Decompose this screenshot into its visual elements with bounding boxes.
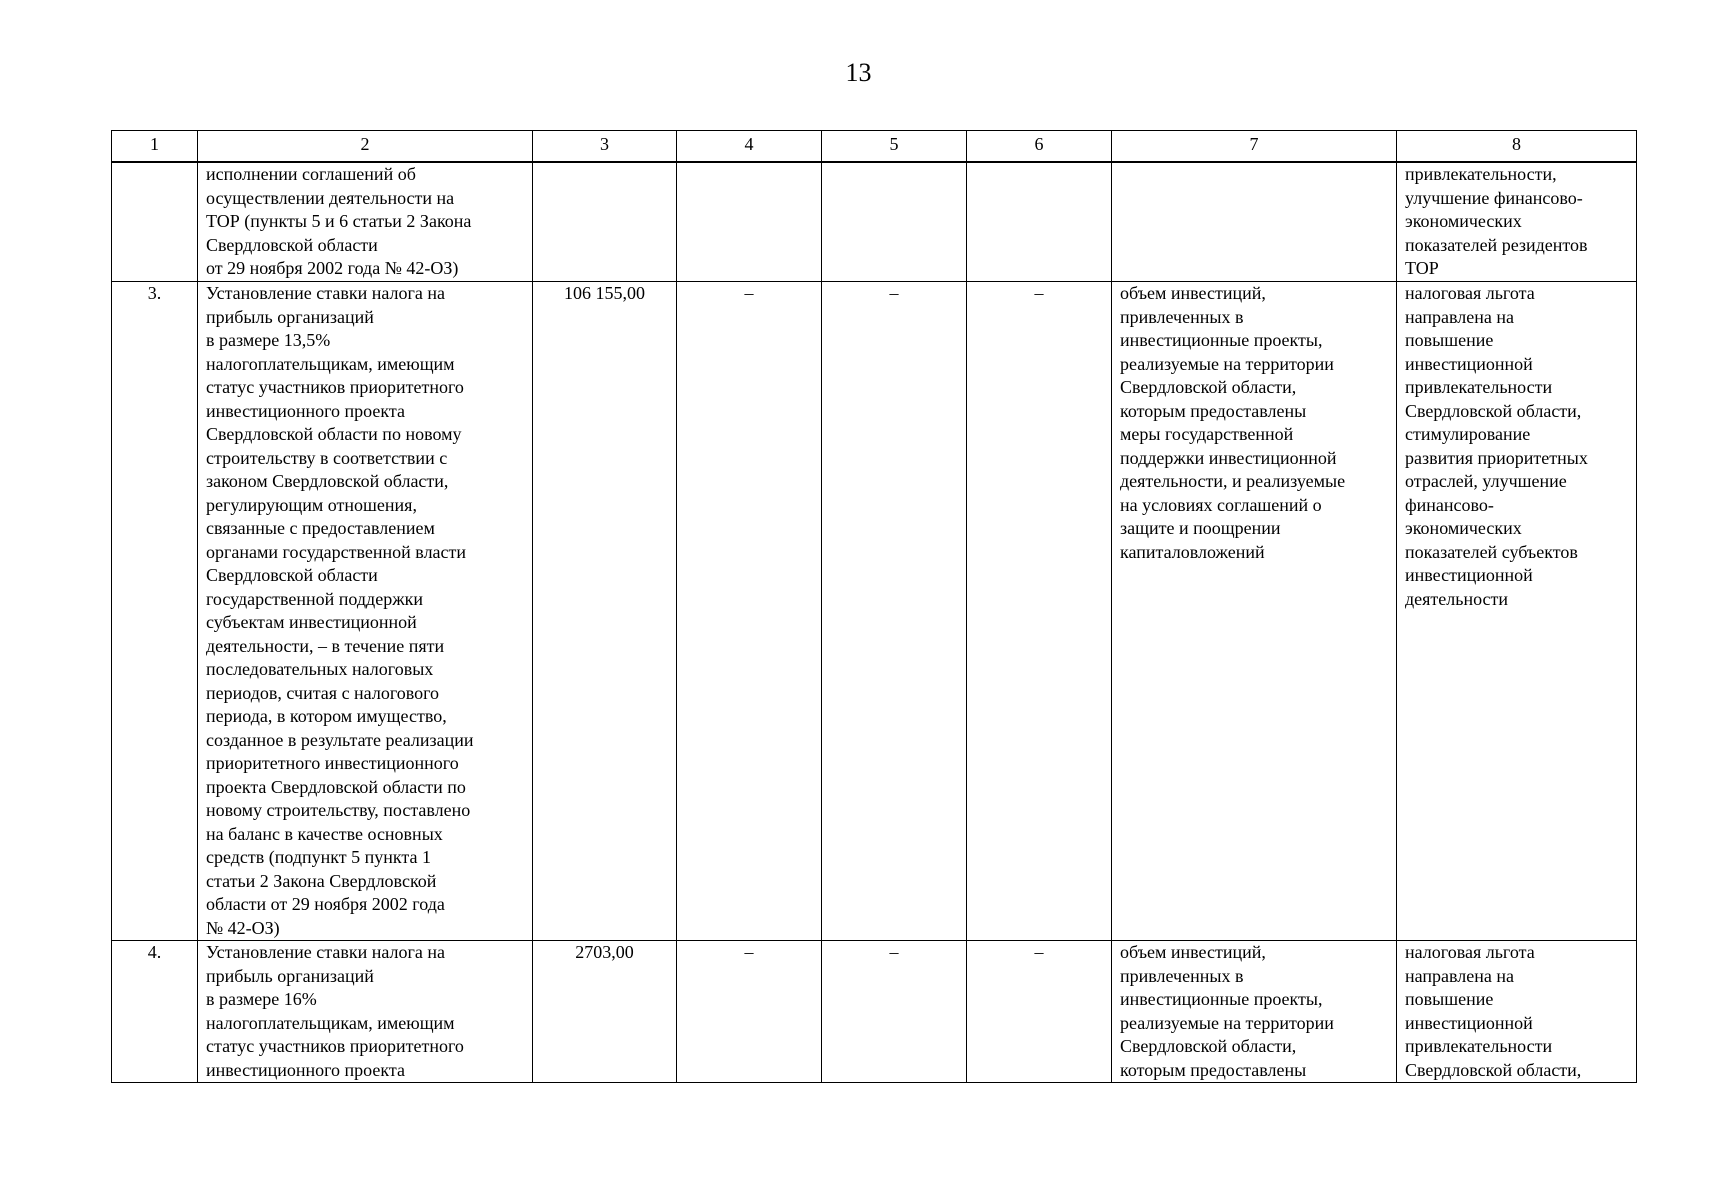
column-5-cell: [822, 162, 967, 282]
description-line: прибыль организаций: [206, 306, 374, 327]
indicator-line: привлеченных в: [1120, 965, 1244, 986]
amount-cell: 106 155,00: [533, 282, 677, 941]
description-line: № 42-ОЗ): [206, 917, 280, 938]
description-line: Установление ставки налога на: [206, 283, 445, 303]
column-5-cell: –: [822, 941, 967, 1083]
goal-line: Свердловской области,: [1405, 400, 1582, 421]
description-line: Свердловской области: [206, 234, 378, 255]
description-line: Свердловской области: [206, 565, 378, 585]
column-5-cell: –: [822, 282, 967, 941]
indicator-line: меры государственной: [1120, 424, 1294, 444]
goal-line: повышение: [1405, 330, 1494, 350]
description-line: области от 29 ноября 2002 года: [206, 894, 445, 914]
column-header-5: 5: [822, 131, 967, 163]
indicator-line: деятельности, и реализуемые: [1120, 471, 1346, 491]
description-line: статус участников приоритетного: [206, 377, 464, 397]
description-line: государственной поддержки: [206, 588, 424, 609]
indicator-cell: [1112, 941, 1397, 1083]
goal-line: отраслей, улучшение: [1405, 471, 1567, 491]
goal-cell: [1397, 162, 1637, 282]
indicator-line: поддержки инвестиционной: [1120, 447, 1337, 468]
indicator-line: Свердловской области,: [1120, 1036, 1297, 1056]
indicator-line: инвестиционные проекты,: [1120, 330, 1323, 350]
description-line: прибыль организаций: [206, 965, 374, 986]
goal-cell: [1397, 282, 1637, 941]
description-line: статьи 2 Закона Свердловской: [206, 870, 437, 891]
description-line: средств (подпункт 5 пункта 1: [206, 847, 432, 867]
column-6-cell: –: [967, 941, 1112, 1083]
column-header-8: 8: [1397, 131, 1637, 163]
description-line: последовательных налоговых: [206, 659, 434, 679]
row-number-cell: 4.: [112, 941, 198, 1083]
goal-line: финансово-: [1405, 494, 1494, 515]
goal-line: деятельности: [1405, 588, 1509, 609]
column-4-cell: –: [677, 941, 822, 1083]
description-line: органами государственной власти: [206, 541, 467, 562]
goal-line: налоговая льгота: [1405, 942, 1535, 962]
indicator-line: реализуемые на территории: [1120, 1012, 1334, 1033]
description-line: приоритетного инвестиционного: [206, 753, 459, 773]
description-line: созданное в результате реализации: [206, 729, 474, 750]
goal-line: показателей резидентов: [1405, 234, 1588, 255]
indicator-line: которым предоставлены: [1120, 400, 1307, 421]
description-line: налогоплательщикам, имеющим: [206, 353, 455, 374]
description-line: осуществлении деятельности на: [206, 187, 455, 208]
column-6-cell: –: [967, 282, 1112, 941]
column-4-cell: –: [677, 282, 822, 941]
benefit-description-cell: [198, 941, 533, 1083]
table-row: [112, 941, 1637, 1083]
indicator-line: реализуемые на территории: [1120, 353, 1334, 374]
goal-line: инвестиционной: [1405, 565, 1533, 585]
goal-cell: [1397, 941, 1637, 1083]
table-row: [112, 162, 1637, 282]
table-row: [112, 282, 1637, 941]
goal-line: направлена на: [1405, 306, 1514, 327]
goal-line: привлекательности: [1405, 377, 1553, 397]
goal-line: повышение: [1405, 989, 1494, 1009]
indicator-cell: [1112, 162, 1397, 282]
indicator-line: капиталовложений: [1120, 541, 1265, 562]
column-header-1: 1: [112, 131, 198, 163]
benefit-description-cell: [198, 282, 533, 941]
column-header-2: 2: [198, 131, 533, 163]
description-line: законом Свердловской области,: [206, 471, 449, 491]
description-line: связанные с предоставлением: [206, 518, 435, 538]
indicator-line: привлеченных в: [1120, 306, 1244, 327]
column-header-3: 3: [533, 131, 677, 163]
goal-line: налоговая льгота: [1405, 283, 1535, 303]
goal-line: ТОР: [1405, 258, 1439, 278]
goal-line: экономических: [1405, 211, 1522, 231]
description-line: периода, в котором имущество,: [206, 706, 447, 726]
description-line: статус участников приоритетного: [206, 1036, 464, 1056]
description-line: от 29 ноября 2002 года № 42-ОЗ): [206, 258, 459, 278]
amount-cell: 2703,00: [533, 941, 677, 1083]
indicator-line: на условиях соглашений о: [1120, 494, 1322, 515]
indicator-line: объем инвестиций,: [1120, 942, 1266, 962]
goal-line: стимулирование: [1405, 424, 1531, 444]
column-4-cell: [677, 162, 822, 282]
goal-line: инвестиционной: [1405, 353, 1533, 374]
description-line: проекта Свердловской области по: [206, 776, 466, 797]
page-number: 13: [845, 58, 872, 87]
benefit-description-cell: [198, 162, 533, 282]
row-number-cell: [112, 162, 198, 282]
goal-line: Свердловской области,: [1405, 1059, 1582, 1080]
indicator-line: Свердловской области,: [1120, 377, 1297, 397]
description-line: периодов, считая с налогового: [206, 682, 440, 703]
column-header-7: 7: [1112, 131, 1397, 163]
description-line: налогоплательщикам, имеющим: [206, 1012, 455, 1033]
goal-line: привлекательности: [1405, 1036, 1553, 1056]
column-6-cell: [967, 162, 1112, 282]
description-line: ТОР (пункты 5 и 6 статьи 2 Закона: [206, 211, 472, 231]
table-header-row: [112, 131, 1637, 163]
indicator-line: которым предоставлены: [1120, 1059, 1307, 1080]
goal-line: показателей субъектов: [1405, 541, 1578, 562]
indicator-line: защите и поощрении: [1120, 518, 1281, 538]
description-line: на баланс в качестве основных: [206, 823, 443, 844]
description-line: Установление ставки налога на: [206, 942, 445, 962]
description-line: Свердловской области по новому: [206, 424, 462, 444]
goal-line: улучшение финансово-: [1405, 187, 1583, 208]
goal-line: развития приоритетных: [1405, 447, 1588, 468]
indicator-line: объем инвестиций,: [1120, 283, 1266, 303]
description-line: регулирующим отношения,: [206, 494, 417, 515]
indicator-line: инвестиционные проекты,: [1120, 989, 1323, 1009]
tax-benefits-table: [111, 130, 1637, 1083]
row-number-cell: 3.: [112, 282, 198, 941]
amount-cell: [533, 162, 677, 282]
description-line: в размере 16%: [206, 989, 317, 1009]
indicator-cell: [1112, 282, 1397, 941]
description-line: инвестиционного проекта: [206, 400, 405, 421]
column-header-4: 4: [677, 131, 822, 163]
column-header-6: 6: [967, 131, 1112, 163]
description-line: субъектам инвестиционной: [206, 612, 417, 632]
goal-line: инвестиционной: [1405, 1012, 1533, 1033]
goal-line: привлекательности,: [1405, 164, 1557, 184]
goal-line: направлена на: [1405, 965, 1514, 986]
description-line: новому строительству, поставлено: [206, 800, 471, 820]
description-line: исполнении соглашений об: [206, 164, 416, 184]
goal-line: экономических: [1405, 518, 1522, 538]
description-line: инвестиционного проекта: [206, 1059, 405, 1080]
description-line: строительству в соответствии с: [206, 447, 448, 468]
description-line: в размере 13,5%: [206, 330, 331, 350]
description-line: деятельности, – в течение пяти: [206, 635, 445, 656]
